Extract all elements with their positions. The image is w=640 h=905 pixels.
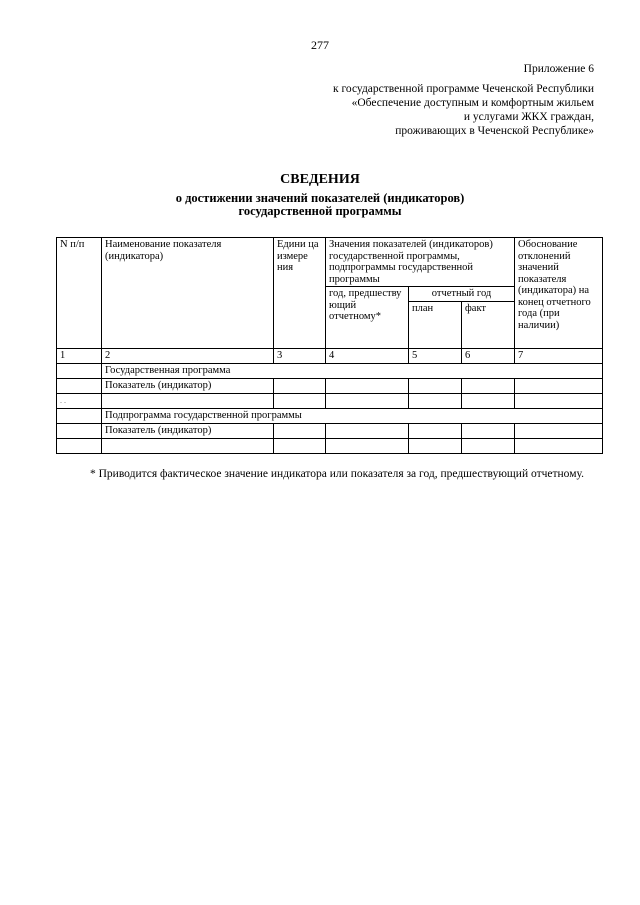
header-name: Наименование показателя (индикатора) <box>102 238 274 349</box>
indicator-row-label: Показатель (индикатор) <box>102 423 274 438</box>
header-fact: факт <box>462 301 515 348</box>
appendix-label: Приложение 6 <box>523 63 594 75</box>
column-number: 6 <box>462 348 515 363</box>
table-cell <box>326 393 409 408</box>
table-cell <box>274 378 326 393</box>
appendix-line: к государственной программе Чеченской Республики <box>333 83 594 95</box>
table-cell <box>462 393 515 408</box>
table-cell <box>409 393 462 408</box>
column-number: 2 <box>102 348 274 363</box>
document-subtitle-line1: о достижении значений показателей (индикаторов) <box>175 191 465 205</box>
table-cell <box>326 423 409 438</box>
table-cell <box>462 438 515 453</box>
table-cell <box>57 438 102 453</box>
table-cell <box>462 423 515 438</box>
document-subtitle-line2: государственной программы <box>238 204 402 218</box>
table-cell <box>515 438 603 453</box>
table-cell <box>102 393 274 408</box>
column-number: 1 <box>57 348 102 363</box>
table-cell <box>57 423 102 438</box>
header-report-year: отчетный год <box>409 287 515 302</box>
column-number: 3 <box>274 348 326 363</box>
table-cell <box>57 378 102 393</box>
table-cell <box>326 438 409 453</box>
indicators-table <box>56 237 603 454</box>
table-row <box>57 393 603 408</box>
appendix-line: и услугами ЖКХ граждан, <box>463 111 594 123</box>
table-row <box>57 363 603 378</box>
document-title: СВЕДЕНИЯ <box>280 172 360 187</box>
header-unit: Едини ца измере ния <box>274 238 326 349</box>
column-numbers-row <box>57 348 603 363</box>
header-values: Значения показателей (индикаторов) государственной программы, подпрограммы государственной программы <box>326 238 515 287</box>
header-justification: Обоснование отклонений значений показателя (индикатора) на конец отчетного года (при наличии) <box>515 238 603 349</box>
table-cell <box>274 438 326 453</box>
table-row <box>57 423 603 438</box>
column-number: 4 <box>326 348 409 363</box>
table-cell <box>409 423 462 438</box>
appendix-line: проживающих в Чеченской Республике» <box>395 125 594 137</box>
indicator-row-label: Показатель (индикатор) <box>102 378 274 393</box>
header-prev-year: год, предшеству ющий отчетному* <box>326 287 409 349</box>
table-cell <box>326 378 409 393</box>
header-num: N п/п <box>57 238 102 349</box>
document-heading <box>0 172 640 218</box>
table-cell <box>515 423 603 438</box>
table-row <box>57 378 603 393</box>
table-cell <box>515 393 603 408</box>
column-number: 7 <box>515 348 603 363</box>
table-cell <box>274 423 326 438</box>
table-cell <box>409 438 462 453</box>
column-number: 5 <box>409 348 462 363</box>
appendix-block <box>274 62 594 138</box>
appendix-line: «Обеспечение доступным и комфортным жильем <box>351 97 594 109</box>
ellipsis-cell: . . <box>57 393 102 408</box>
table-cell <box>274 393 326 408</box>
program-row-label: Государственная программа <box>102 363 603 378</box>
subprogram-row-label: Подпрограмма государственной программы <box>102 408 603 423</box>
table-row <box>57 408 603 423</box>
table-row <box>57 438 603 453</box>
table-cell <box>57 408 102 423</box>
table-cell <box>409 378 462 393</box>
table-cell <box>57 363 102 378</box>
table-cell <box>515 378 603 393</box>
footnote: * Приводится фактическое значение индикатора или показателя за год, предшествующий отчетному. <box>90 468 584 480</box>
page-number: 277 <box>311 38 329 52</box>
table-cell <box>462 378 515 393</box>
header-plan: план <box>409 301 462 348</box>
table-cell <box>102 438 274 453</box>
